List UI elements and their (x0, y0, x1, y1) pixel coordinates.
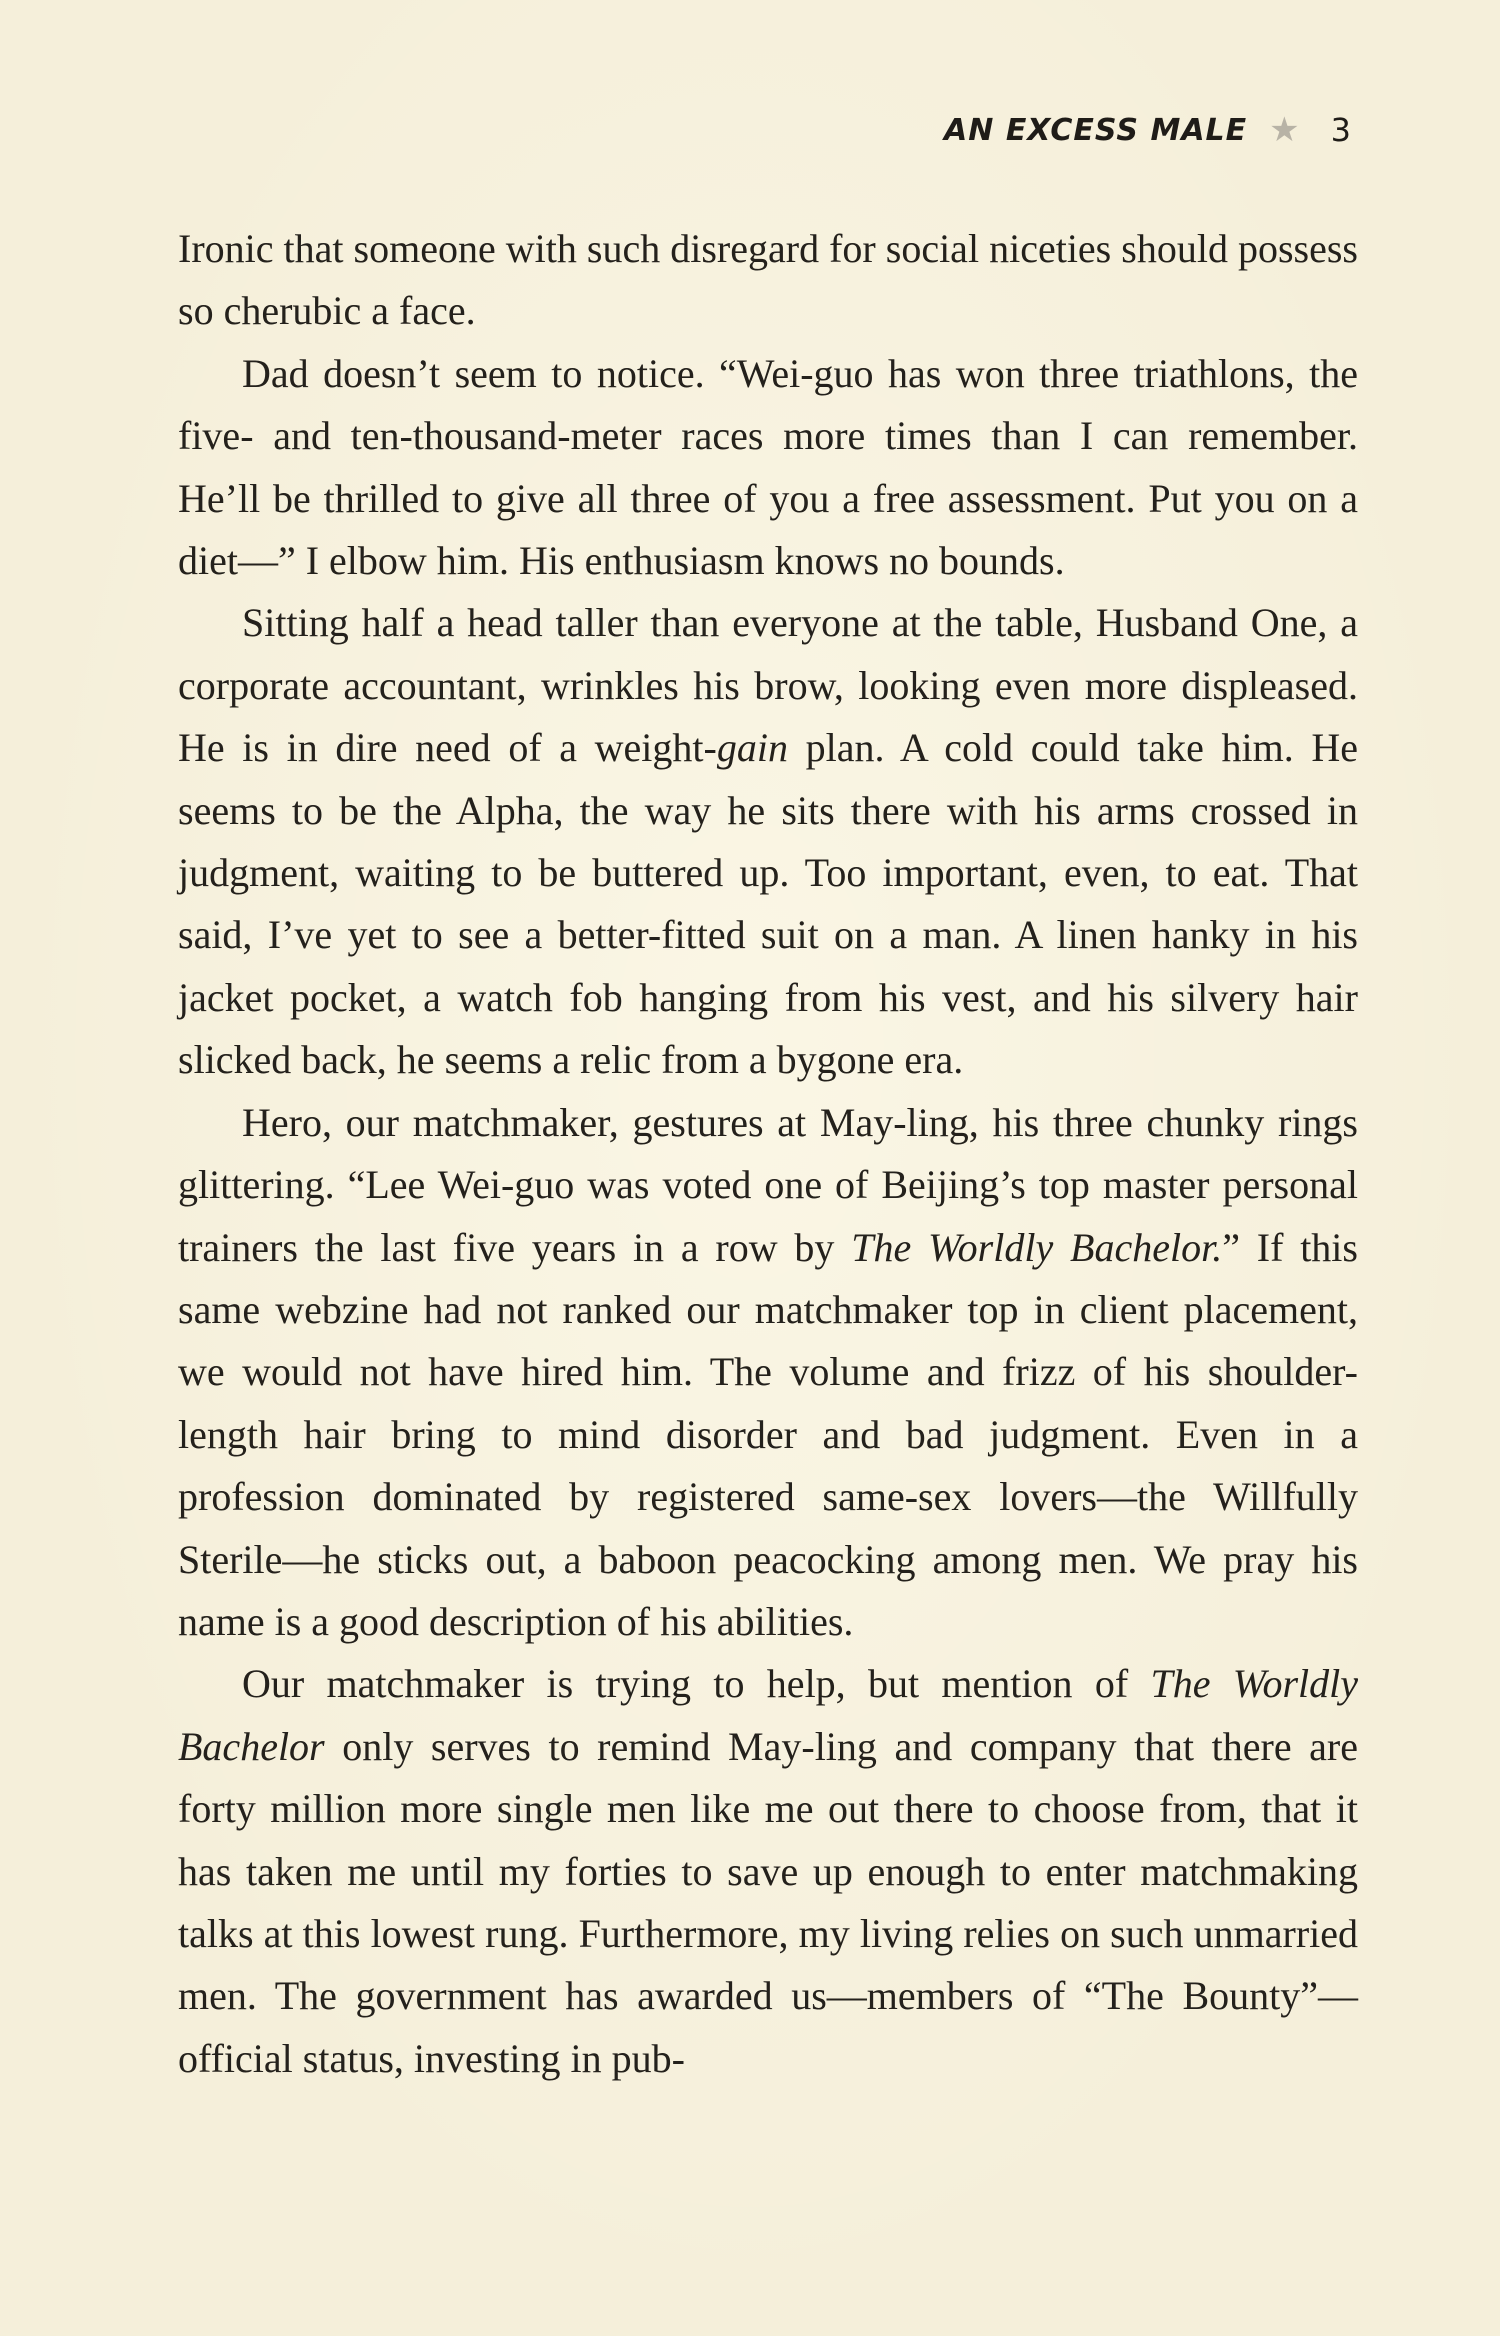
paragraph-text: Hero, our matchmaker, gestures at May-ling, his three chunky rings glittering. “Lee Wei-guo was voted one of Beijing’s top master personal trainers the last five years in a row by (178, 1099, 1358, 1270)
paragraph-text: only serves to remind May-ling and company that there are forty million more single men like me out there to choose from, that it has taken me until my forties to save up enough to enter matchmaking talks at this lowest rung. Furthermore, my living relies on such unmarried men. The government has awarded us—members of “The Bounty”—official status, investing in pub- (178, 1723, 1358, 2081)
paragraph-text: Ironic that someone with such disregard for social niceties should possess so cherubic a face. (178, 226, 1358, 334)
paragraph-text: Sitting half a head taller than everyone at the table, Husband One, a corporate accountant, wrinkles his brow, looking even more displeased. He is in dire need of a weight- (178, 600, 1358, 771)
running-head (944, 110, 1352, 150)
paragraph-text: Dad doesn’t seem to notice. “Wei-guo has won three triathlons, the five- and ten-thousand-meter races more times than I can remember. He’ll be thrilled to give all three of you a free assessment. Put you on a diet—” I elbow him. His enthusiasm knows no bounds. (178, 350, 1358, 584)
italic-title-text: The Worldly Bachelor (178, 1661, 1358, 1769)
page-number: 3 (1330, 111, 1352, 149)
paragraph-1 (178, 218, 1358, 343)
body-text (178, 218, 1358, 2090)
paragraph-2 (178, 343, 1358, 593)
paragraph-4 (178, 1092, 1358, 1654)
italic-title-text: gain (716, 725, 788, 771)
paragraph-text: Our matchmaker is trying to help, but mention of (242, 1661, 1151, 1707)
star-ornament-icon: ★ (1269, 110, 1301, 150)
paragraph-text: plan. A cold could take him. He seems to be the Alpha, the way he sits there with his arms crossed in judgment, waiting to be buttered up. Too important, even, to eat. That said, I’ve yet to see a better-fitted suit on a man. A linen hanky in his jacket pocket, a watch fob hanging from his vest, and his silvery hair slicked back, he seems a relic from a bygone era. (178, 725, 1359, 1083)
running-head-title: AN EXCESS MALE (944, 112, 1248, 148)
paragraph-text: ” If this same webzine had not ranked our matchmaker top in client placement, we would not have hired him. The volume and frizz of his shoulder-length hair bring to mind disorder and bad judgment. Even in a profession dominated by registered same-sex lovers—the Willfully Sterile—he sticks out, a baboon peacocking among men. We pray his name is a good description of his abilities. (178, 1224, 1358, 1644)
paragraph-3 (178, 592, 1358, 1091)
paragraph-5 (178, 1653, 1358, 2090)
italic-title-text: The Worldly Bachelor. (851, 1224, 1223, 1270)
